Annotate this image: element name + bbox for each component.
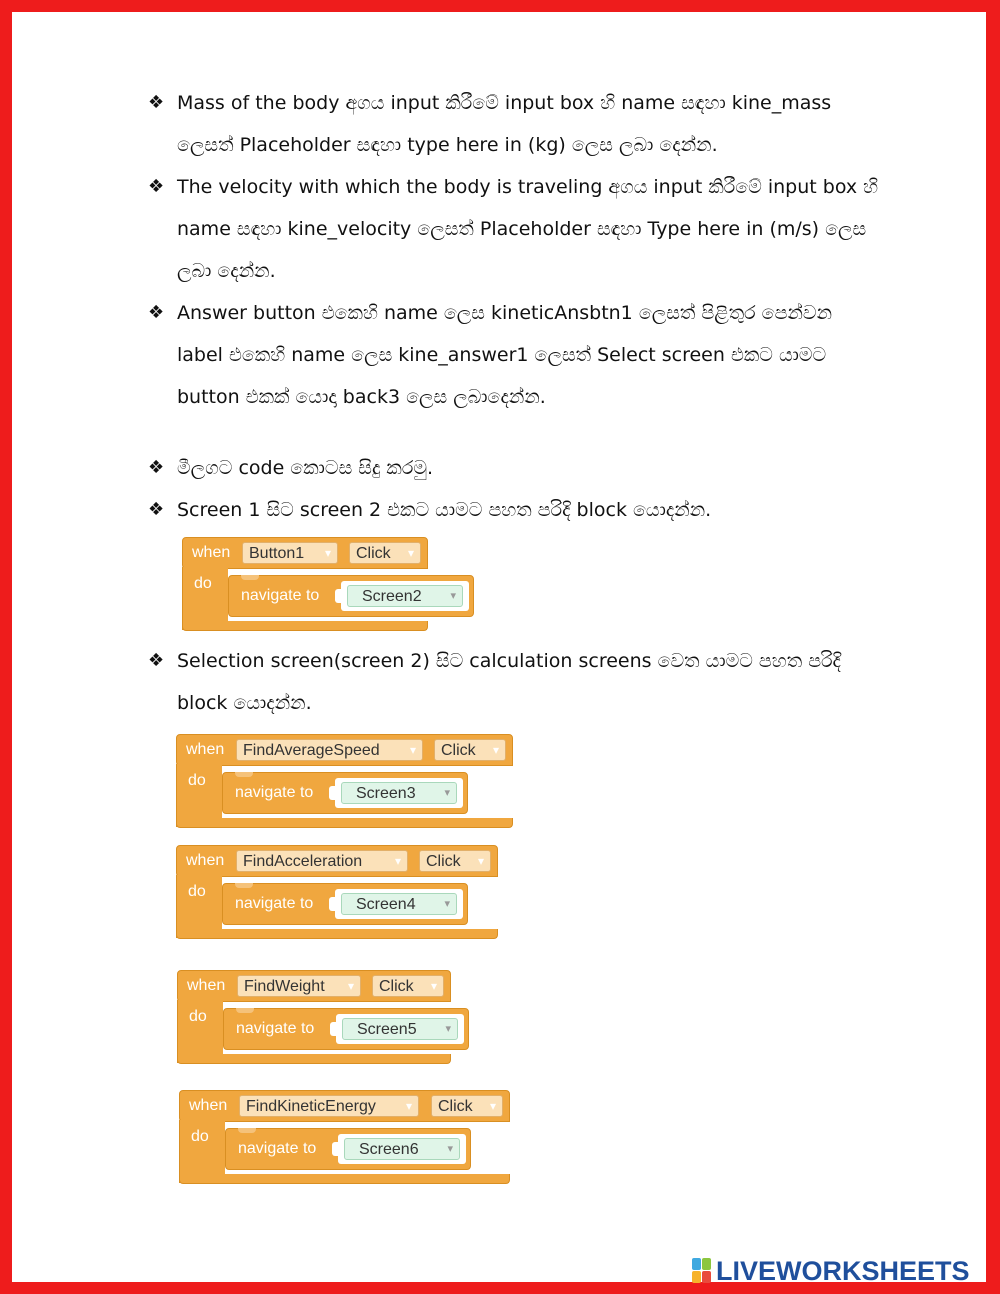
bullet-line: ලබා දෙන්න. <box>177 260 276 282</box>
do-keyword: do <box>191 1128 209 1145</box>
bullet-line: name සඳහා kine_velocity ලෙසත් Placeholder සඳහා Type here in (m/s) ලෙස <box>177 218 867 240</box>
bullet-diamond-icon: ❖ <box>148 457 165 478</box>
block-footer <box>176 818 513 828</box>
event-dropdown[interactable]: Click ▾ <box>434 739 506 761</box>
code-block-kinetic-energy <box>179 1090 510 1184</box>
component-dropdown[interactable]: FindWeight ▾ <box>237 975 361 997</box>
component-dropdown[interactable]: FindAverageSpeed ▾ <box>236 739 423 761</box>
screen-dropdown[interactable]: Screen4 ▾ <box>341 893 457 915</box>
component-dropdown[interactable]: FindAcceleration ▾ <box>236 850 408 872</box>
when-keyword: when <box>186 852 225 869</box>
when-keyword: when <box>189 1097 228 1114</box>
logo-text: LIVEWORKSHEETS <box>716 1255 970 1286</box>
when-keyword: when <box>186 741 225 758</box>
when-keyword: when <box>187 977 226 994</box>
do-keyword: do <box>188 772 206 789</box>
bullet-diamond-icon: ❖ <box>148 92 165 113</box>
liveworksheets-logo[interactable] <box>692 1256 970 1286</box>
code-block-acceleration <box>176 845 498 939</box>
bullet-diamond-icon: ❖ <box>148 176 165 197</box>
bullet-diamond-icon: ❖ <box>148 499 165 520</box>
do-keyword: do <box>189 1008 207 1025</box>
code-block-button1 <box>182 537 474 631</box>
navigate-label: navigate to <box>238 1140 317 1157</box>
navigate-label: navigate to <box>235 784 314 801</box>
navigate-block <box>225 1128 471 1170</box>
bullet-line: Selection screen(screen 2) සිට calculation screens වෙත යාමට පහත පරිදි <box>177 650 841 672</box>
block-footer <box>176 929 498 939</box>
bullet-item-mass <box>148 82 888 166</box>
navigate-label: navigate to <box>235 895 314 912</box>
bullet-line: ලෙසත් Placeholder සඳහා type here in (kg) ලෙස ලබා දෙන්න. <box>177 134 718 156</box>
bullet-diamond-icon: ❖ <box>148 650 165 671</box>
code-block-average-speed <box>176 734 513 828</box>
screen-dropdown[interactable]: Screen2 ▾ <box>347 585 463 607</box>
when-keyword: when <box>192 544 231 561</box>
do-keyword: do <box>194 575 212 592</box>
navigate-label: navigate to <box>236 1020 315 1037</box>
bullet-line: The velocity with which the body is traveling අගය input කිරීමේ input box හි <box>177 176 879 198</box>
screen-socket <box>336 1014 464 1044</box>
screen-socket <box>335 889 463 919</box>
bullet-item-selection-screen <box>148 640 888 724</box>
bullet-line: Answer button එකෙහි name ලෙස kineticAnsbtn1 ලෙසත් පිළිතුර පෙන්වන <box>177 302 833 324</box>
bullet-line: Screen 1 සිට screen 2 එකට යාමට පහත පරිදි block යොදන්න. <box>177 499 712 521</box>
screen-socket <box>341 581 469 611</box>
bullet-item-answer-button <box>148 292 888 418</box>
bullet-item-velocity <box>148 166 888 292</box>
navigate-block <box>223 1008 469 1050</box>
logo-mark-icon <box>692 1258 712 1284</box>
event-dropdown[interactable]: Click ▾ <box>349 542 421 564</box>
component-dropdown[interactable]: Button1 ▾ <box>242 542 338 564</box>
bullet-line: label එකෙහි name ලෙස kine_answer1 ලෙසත් Select screen එකට යාමට <box>177 344 827 366</box>
screen-socket <box>338 1134 466 1164</box>
block-footer <box>182 621 428 631</box>
navigate-block <box>222 772 468 814</box>
screen-socket <box>335 778 463 808</box>
navigate-label: navigate to <box>241 587 320 604</box>
screen-dropdown[interactable]: Screen5 ▾ <box>342 1018 458 1040</box>
bullet-line: මීලගට code කොටස සිදු කරමු. <box>177 457 434 479</box>
do-keyword: do <box>188 883 206 900</box>
navigate-block <box>228 575 474 617</box>
screen-dropdown[interactable]: Screen3 ▾ <box>341 782 457 804</box>
code-block-weight <box>177 970 469 1064</box>
event-dropdown[interactable]: Click ▾ <box>419 850 491 872</box>
navigate-block <box>222 883 468 925</box>
screen-dropdown[interactable]: Screen6 ▾ <box>344 1138 460 1160</box>
event-dropdown[interactable]: Click ▾ <box>372 975 444 997</box>
bullet-line: block යොදන්න. <box>177 692 312 714</box>
bullet-item-screen1 <box>148 489 888 531</box>
block-footer <box>179 1174 510 1184</box>
component-dropdown[interactable]: FindKineticEnergy ▾ <box>239 1095 419 1117</box>
bullet-line: button එකක් යොදා back3 ලෙස ලබාදෙන්න. <box>177 386 546 408</box>
event-dropdown[interactable]: Click ▾ <box>431 1095 503 1117</box>
block-footer <box>177 1054 451 1064</box>
bullet-diamond-icon: ❖ <box>148 302 165 323</box>
bullet-line: Mass of the body අගය input කිරීමේ input box හි name සඳහා kine_mass <box>177 92 832 114</box>
bullet-item-code <box>148 447 888 489</box>
